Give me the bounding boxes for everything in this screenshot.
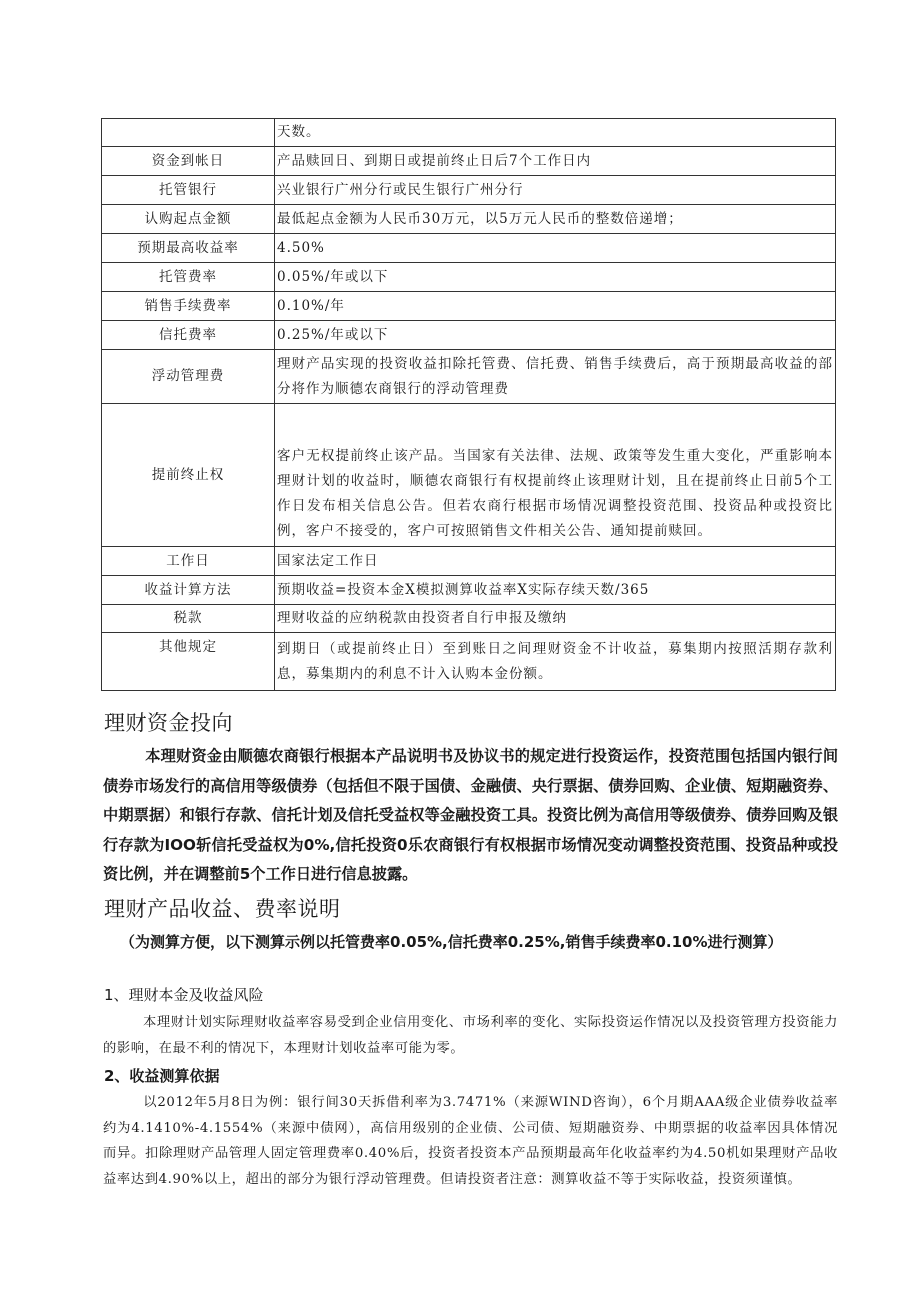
section-title-fund-investment: 理财资金投向 [104,711,233,735]
row-value: 理财产品实现的投资收益扣除托管费、信托费、销售手续费后，高于预期最高收益的部分将作为顺德农商银行的浮动管理费 [275,350,836,404]
row-value: 预期收益=投资本金X模拟测算收益率X实际存续天数/365 [275,576,836,605]
row-value: 天数。 [275,119,836,147]
subheading-principal-risk: 1、理财本金及收益风险 [104,986,264,1004]
row-value: 4.50% [275,234,836,263]
row-value: 国家法定工作日 [275,547,836,576]
table-row [102,404,836,547]
row-value: 最低起点金额为人民币30万元，以5万元人民币的整数倍递增； [275,205,836,234]
table-row [102,263,836,292]
section-title-returns-fees: 理财产品收益、费率说明 [104,897,341,921]
principal-risk-text: 本理财计划实际理财收益率容易受到企业信用变化、市场利率的变化、实际投资运作情况以及投资管理方投资能力的影响，在最不利的情况下，本理财计划收益率可能为零。 [103,1015,838,1056]
row-label: 工作日 [102,547,275,576]
row-label: 其他规定 [102,633,275,691]
row-label: 认购起点金额 [102,205,275,234]
table-row [102,576,836,605]
subheading-calculation-basis: 2、收益测算依据 [104,1067,220,1085]
row-label: 税款 [102,605,275,633]
row-label: 销售手续费率 [102,292,275,321]
principal-risk-paragraph [103,1010,838,1061]
row-label [102,119,275,147]
table-row [102,633,836,691]
product-terms-table [101,118,836,691]
calculation-basis-text: 以2012年5月8日为例：银行间30天拆借利率为3.7471%（来源WIND咨询），6个月期AAA级企业债券收益率约为4.1410%-4.1554%（来源中债网），高信用级别的企业债、公司债、短期融资券、中期票据的收益率因具体情况而异。扣除理财产品管理人固定管理费率0.40%后，投资者投资本产品预期最高年化收益率约为4.50机如果理财产品收益率达到4.90%以上，超出的部分为银行浮动管理费。但请投资者注意：测算收益不等于实际收益，投资须谨慎。 [103,1095,838,1187]
row-label: 托管银行 [102,176,275,205]
row-value: 客户无权提前终止该产品。当国家有关法律、法规、政策等发生重大变化，严重影响本理财计划的收益时，顺德农商银行有权提前终止该理财计划，且在提前终止日前5个工作日发布相关信息公告。但若农商行根据市场情况调整投资范围、投资品种或投资比例，客户不接受的，客户可按照销售文件相关公告、通知提前赎回。 [275,404,836,547]
row-value: 产品赎回日、到期日或提前终止日后7个工作日内 [275,147,836,176]
row-value: 到期日（或提前终止日）至到账日之间理财资金不计收益，募集期内按照活期存款利息，募集期内的利息不计入认购本金份额。 [275,633,836,691]
calculation-basis-paragraph [103,1090,838,1192]
fund-investment-paragraph [103,742,838,890]
row-value: 0.25%/年或以下 [275,321,836,350]
table-row [102,205,836,234]
row-label: 预期最高收益率 [102,234,275,263]
table-row [102,234,836,263]
fund-investment-text: 本理财资金由顺德农商银行根据本产品说明书及协议书的规定进行投资运作，投资范围包括国内银行间债券市场发行的高信用等级债券（包括但不限于国债、金融债、央行票据、债券回购、企业债、短期融资券、中期票据）和银行存款、信托计划及信托受益权等金融投资工具。投资比例为高信用等级债券、债券回购及银行存款为IOO斩信托受益权为0%,信托投资0乐农商银行有权根据市场情况变动调整投资范围、投资品种或投资比例，并在调整前5个工作日进行信息披露。 [103,747,838,883]
row-label: 资金到帐日 [102,147,275,176]
table-row [102,350,836,404]
row-label: 收益计算方法 [102,576,275,605]
table-row [102,547,836,576]
row-label: 信托费率 [102,321,275,350]
row-value: 理财收益的应纳税款由投资者自行申报及缴纳 [275,605,836,633]
table-row [102,147,836,176]
table-row [102,119,836,147]
row-value: 兴业银行广州分行或民生银行广州分行 [275,176,836,205]
row-label: 提前终止权 [102,404,275,547]
row-label: 托管费率 [102,263,275,292]
table-row [102,292,836,321]
table-row [102,605,836,633]
row-label: 浮动管理费 [102,350,275,404]
table-row [102,176,836,205]
table-row [102,321,836,350]
row-value: 0.05%/年或以下 [275,263,836,292]
row-value: 0.10%/年 [275,292,836,321]
calculation-note: （为测算方便，以下测算示例以托管费率0.05%,信托费率0.25%,销售手续费率0.10%进行测算） [120,933,783,951]
